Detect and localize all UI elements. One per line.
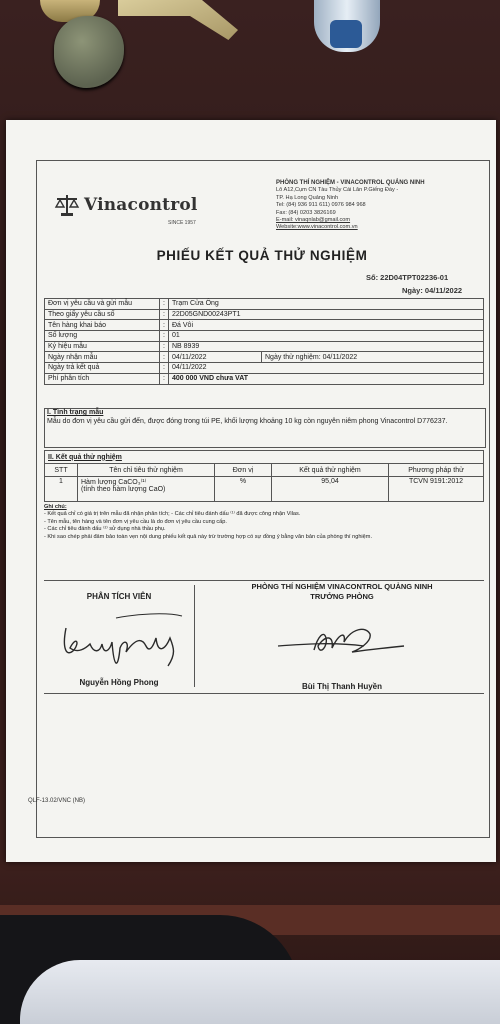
table-row: Số lượng : 01 xyxy=(45,331,484,342)
lab-address-2: TP. Hạ Long Quảng Ninh xyxy=(276,194,339,201)
head-name: Bùi Thị Thanh Huyền xyxy=(302,682,382,691)
analyst-signature xyxy=(56,608,186,672)
white-cloth xyxy=(20,960,500,1024)
lab-address-1: Lô A12,Cụm CN Tàu Thủy Cái Lân P.Giếng Đáy - xyxy=(276,187,399,194)
info-value: NB 8939 xyxy=(169,341,484,352)
lab-website: Website:www.vinacontrol.com.vn xyxy=(276,224,358,231)
table-row: Tên hàng khai báo : Đá Vôi xyxy=(45,320,484,331)
parameter-basis: (tính theo hàm lượng CaO) xyxy=(81,486,166,493)
column-header: Kết quả thử nghiệm xyxy=(272,464,389,477)
analyst-title: PHÂN TÍCH VIÊN xyxy=(86,592,152,601)
info-value: 04/11/2022 xyxy=(169,352,262,363)
table-row: Ký hiệu mẫu : NB 8939 xyxy=(45,341,484,352)
note-line: - Tên mẫu, tên hàng và tên đơn vị yêu cầu là do đơn vị yêu cầu cung cấp. xyxy=(44,518,227,525)
table-header-row xyxy=(45,464,484,477)
table-row: Ngày nhận mẫu : 04/11/2022 Ngày thử nghiệm: 04/11/2022 xyxy=(45,352,484,363)
form-code: QLF-13.02/VNC (NB) xyxy=(28,798,86,804)
row-stt: 1 xyxy=(45,477,78,502)
info-value: 01 xyxy=(169,331,484,342)
sample-condition-text: Mẫu do đơn vị yêu cầu gửi đến, được đóng trong túi PE, khối lượng khoảng 10 kg còn nguyên niêm phong Vinacontrol D776237. xyxy=(47,417,448,425)
lab-signatory-line-1: PHÒNG THÍ NGHIỆM VINACONTROL QUẢNG NINH xyxy=(251,582,433,591)
column-header: STT xyxy=(45,464,78,477)
lab-signatory-title xyxy=(202,582,482,602)
notes-title: Ghi chú: xyxy=(44,504,67,510)
column-header: Tên chỉ tiêu thử nghiệm xyxy=(78,464,215,477)
test-date: Ngày thử nghiệm: 04/11/2022 xyxy=(262,352,484,363)
lab-signatory-line-2: TRƯỞNG PHÒNG xyxy=(310,592,374,601)
info-value: 400 000 VND chưa VAT xyxy=(169,373,484,384)
analyst-name: Nguyễn Hồng Phong xyxy=(79,678,159,687)
signature-divider xyxy=(194,585,195,687)
column-header: Phương pháp thử xyxy=(389,464,484,477)
info-label: Ký hiệu mẫu xyxy=(45,341,160,352)
info-value: Trạm Cửa Ông xyxy=(169,299,484,310)
test-parameter xyxy=(78,477,215,502)
document-number: Số: 22D04TPT02236-01 xyxy=(366,273,449,282)
lab-name: PHÒNG THÍ NGHIỆM - VINACONTROL QUẢNG NINH xyxy=(276,180,425,186)
test-method: TCVN 9191:2012 xyxy=(389,477,484,502)
section-title: II. Kết quả thử nghiệm xyxy=(45,451,484,464)
sample-condition-section xyxy=(44,408,486,448)
table-row: Đơn vị yêu cầu và gửi mẫu : Trạm Cửa Ông xyxy=(45,299,484,310)
test-report-paper xyxy=(6,120,496,862)
lab-tel: Tel: (84) 936 911 611) 0976 984 968 xyxy=(276,202,366,209)
result-value: 95,04 xyxy=(272,477,389,502)
info-label: Phí phân tích xyxy=(45,373,160,384)
results-table xyxy=(44,450,484,502)
scale-icon xyxy=(54,192,80,218)
vinacontrol-logo xyxy=(54,192,198,218)
note-line: - Các chỉ tiêu đánh dấu ⁽²⁾ sử dụng nhà thầu phụ. xyxy=(44,526,166,533)
table-row: Phí phân tích : 400 000 VND chưa VAT xyxy=(45,373,484,384)
head-signature xyxy=(274,616,414,660)
lab-fax: Fax: (84) 0203 3826169 xyxy=(276,209,336,216)
lab-email: E-mail: vinaqnlab@gmail.com xyxy=(276,217,351,224)
notes-section xyxy=(44,504,484,541)
lab-contact-block xyxy=(276,180,486,232)
info-label: Ngày nhận mẫu xyxy=(45,352,160,363)
table-row xyxy=(45,477,484,502)
section-title: I. Tình trạng mẫu xyxy=(47,409,104,416)
column-header: Đơn vị xyxy=(215,464,272,477)
parameter-name: Hàm lượng CaCO₃⁽¹⁾ xyxy=(81,479,147,486)
table-row: Ngày trả kết quả : 04/11/2022 xyxy=(45,363,484,374)
bottle-cap xyxy=(330,20,362,48)
note-line: - Khi sao chép phải đảm bảo toàn vẹn nội dung phiếu kết quả này trừ trường hợp có sự đồng ý bằng văn bản của phòng thí nghiệm. xyxy=(44,533,372,540)
info-label: Ngày trả kết quả xyxy=(45,363,160,374)
info-value: Đá Vôi xyxy=(169,320,484,331)
document-date: Ngày: 04/11/2022 xyxy=(402,286,463,295)
report-title: PHIẾU KẾT QUẢ THỬ NGHIỆM xyxy=(156,248,368,263)
info-label: Số lượng xyxy=(45,331,160,342)
note-line: - Kết quả chỉ có giá trị trên mẫu đã nhận phân tích; - Các chỉ tiêu đánh dấu ⁽¹⁾ đã được công nhận Vilas. xyxy=(44,511,301,518)
info-value: 04/11/2022 xyxy=(169,363,484,374)
unit: % xyxy=(215,477,272,502)
info-label: Theo giấy yêu cầu số xyxy=(45,309,160,320)
info-value: 22D05GND00243PT1 xyxy=(169,309,484,320)
info-label: Đơn vị yêu cầu và gửi mẫu xyxy=(45,299,160,310)
sample-info-table xyxy=(44,298,484,385)
logo-since: SINCE 1957 xyxy=(168,220,196,226)
info-label: Tên hàng khai báo xyxy=(45,320,160,331)
table-row: Theo giấy yêu cầu số : 22D05GND00243PT1 xyxy=(45,309,484,320)
logo-text: Vinacontrol xyxy=(84,195,198,215)
